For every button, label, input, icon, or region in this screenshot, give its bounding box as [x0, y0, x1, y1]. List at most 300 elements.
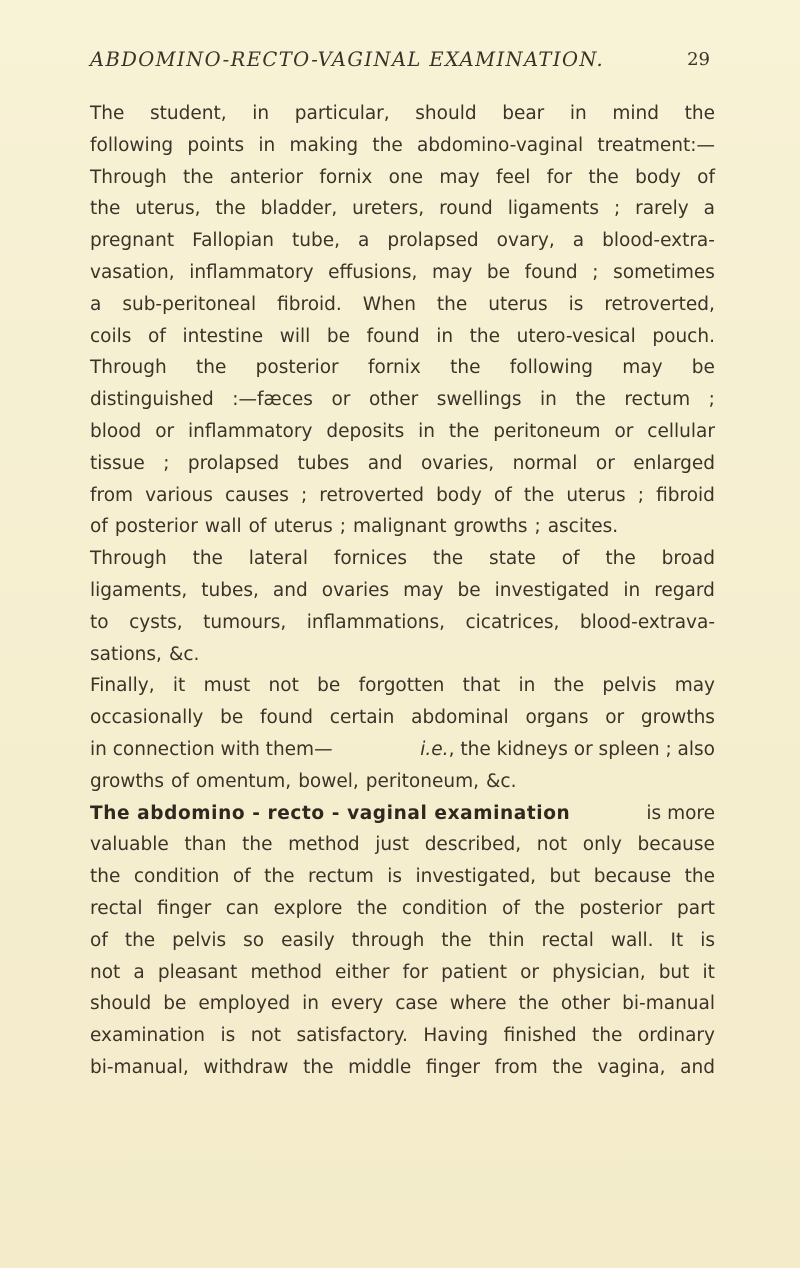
word: student, [150, 103, 227, 124]
paragraph-2 [90, 352, 715, 543]
word: uterus, [135, 198, 201, 220]
word: body [635, 166, 681, 188]
word: examination [90, 1025, 206, 1047]
word: vasation, [90, 261, 175, 283]
word: to [90, 611, 109, 633]
word: found [260, 707, 314, 729]
word: method [288, 834, 360, 856]
word: cicatrices, [465, 611, 560, 633]
word: in [569, 103, 587, 124]
word: occasionally [90, 707, 204, 729]
word: rectal [90, 897, 143, 919]
word: ; [534, 516, 541, 538]
text-line [90, 162, 715, 194]
word: abdomino-vaginal [416, 134, 584, 156]
word: pleasant [157, 961, 238, 983]
text-line [90, 607, 715, 639]
word: but [658, 961, 690, 983]
word: ; [613, 198, 621, 220]
word: growths [640, 707, 715, 729]
word: a [572, 230, 585, 252]
word: the [552, 1056, 583, 1078]
word: condition [401, 897, 488, 919]
word: various [145, 484, 213, 506]
word: is [220, 1025, 236, 1047]
word: of [561, 548, 580, 570]
word: posterior [114, 516, 198, 538]
word: the [356, 897, 388, 919]
text-line [90, 416, 715, 448]
word: the [372, 134, 403, 156]
word: rectum [624, 389, 691, 411]
running-head: ABDOMINO-RECTO-VAGINAL EXAMINATION. [90, 48, 605, 71]
word: swellings [436, 389, 522, 411]
word: pouch. [652, 325, 715, 347]
word: easily [281, 929, 335, 951]
word: be [486, 261, 511, 283]
word: and [680, 1056, 715, 1078]
word: of [493, 484, 512, 506]
word: the [436, 293, 468, 315]
word: other [560, 993, 611, 1015]
word: is [387, 866, 403, 888]
word: is [700, 929, 715, 951]
word: feel [495, 166, 531, 188]
page-header [90, 48, 710, 80]
word: of [697, 166, 715, 188]
word: ovary, [496, 230, 555, 252]
text-fragment: is more [646, 802, 715, 824]
word: body [436, 484, 482, 506]
word: so [243, 929, 265, 951]
word: ureters, [352, 198, 425, 220]
word: particular, [294, 103, 390, 124]
word: bi-manual [622, 993, 715, 1015]
word: case [395, 993, 438, 1015]
word: the [575, 389, 606, 411]
word: It [670, 929, 684, 951]
word: normal [512, 452, 578, 474]
word: in [540, 389, 557, 411]
word: uterus [566, 484, 626, 506]
word: retroverted, [604, 293, 715, 315]
word: pelvis [602, 675, 657, 697]
word: the [441, 929, 472, 951]
text-line [90, 1020, 715, 1052]
word: in [518, 675, 536, 697]
word: can [225, 897, 259, 919]
word: either [335, 961, 390, 983]
text-line [90, 98, 715, 130]
word: for [546, 166, 573, 188]
word: the [303, 1056, 334, 1078]
word: tissue [90, 452, 145, 474]
word: Through [90, 548, 167, 570]
word: or [331, 389, 351, 411]
word: but [549, 866, 581, 888]
word: or [595, 452, 615, 474]
word: fornix [367, 357, 421, 379]
word: rectum [308, 866, 374, 888]
word: the [264, 866, 295, 888]
paragraph-4 [90, 670, 715, 797]
word: finished [503, 1025, 577, 1047]
word: the [684, 103, 715, 124]
word: bear [502, 103, 545, 124]
text-line [90, 861, 715, 893]
text-line [90, 321, 715, 353]
word: found [366, 325, 420, 347]
word: growths [453, 516, 528, 538]
text-line [90, 384, 715, 416]
word: for [402, 961, 429, 983]
word: is [568, 293, 584, 315]
word: withdraw [203, 1056, 289, 1078]
word: of [148, 325, 166, 347]
word: peritoneum [493, 420, 601, 442]
word: broad [661, 548, 715, 570]
word: be [317, 675, 341, 697]
text-line [90, 670, 715, 702]
word: When [362, 293, 416, 315]
word: employed [198, 993, 291, 1015]
text-line [90, 289, 715, 321]
word: just [375, 834, 410, 856]
word: the [448, 420, 480, 442]
word: in [258, 134, 276, 156]
word: ; [708, 389, 715, 411]
word: intestine [182, 325, 264, 347]
text-line [90, 893, 715, 925]
text-line [90, 193, 715, 225]
word: described, [424, 834, 522, 856]
word: should [415, 103, 477, 124]
word: tumours, [203, 611, 287, 633]
word: or [605, 707, 625, 729]
word: the [534, 897, 565, 919]
word: inflammations, [306, 611, 445, 633]
word: ordinary [637, 1025, 715, 1047]
word: or [520, 961, 540, 983]
word: abdominal [411, 707, 509, 729]
word: and [367, 452, 403, 474]
text-line [90, 480, 715, 512]
word: in [623, 579, 641, 601]
word: in [302, 993, 319, 1015]
word: should [90, 993, 152, 1015]
word: certain [329, 707, 395, 729]
word: blood-extra- [602, 230, 715, 252]
text-line [90, 352, 715, 384]
word: rarely [635, 198, 689, 220]
word: not [90, 961, 121, 983]
word: causes [224, 484, 289, 506]
word: points [187, 134, 245, 156]
word: or [155, 420, 175, 442]
word: will [279, 325, 311, 347]
text-line [90, 448, 715, 480]
word: the [605, 548, 636, 570]
text-line-lead [90, 798, 715, 830]
word: the [124, 929, 156, 951]
word: ; [592, 261, 599, 283]
text-line [90, 766, 715, 798]
word: wall [204, 516, 242, 538]
word: fibroid [656, 484, 715, 506]
paragraph-3 [90, 543, 715, 670]
word: bowel, [298, 770, 359, 792]
word: rectal [541, 929, 594, 951]
word: from [90, 484, 134, 506]
word: wall. [610, 929, 654, 951]
word: &c. [485, 770, 517, 792]
word: finger [157, 897, 212, 919]
word: be [691, 357, 715, 379]
paragraph-1 [90, 98, 715, 352]
text-line [90, 702, 715, 734]
word: coils [90, 325, 132, 347]
text-fragment: , the kidneys or spleen ; also [448, 738, 715, 760]
word: the [215, 198, 246, 220]
word: posterior [579, 897, 663, 919]
word: may [403, 579, 444, 601]
word: may [622, 357, 663, 379]
word: patient [441, 961, 508, 983]
word: organs [525, 707, 589, 729]
word: of [171, 770, 189, 792]
word: the [518, 993, 549, 1015]
word: a [133, 961, 145, 983]
word: condition [133, 866, 220, 888]
body-text [90, 98, 715, 1084]
word: forgotten [358, 675, 445, 697]
word: than [184, 834, 227, 856]
word: pregnant [90, 230, 175, 252]
word: of [232, 866, 251, 888]
word: not [268, 675, 299, 697]
word: sub-peritoneal [122, 293, 257, 315]
page-number: 29 [687, 49, 710, 70]
word: the [242, 834, 273, 856]
word: middle [348, 1056, 412, 1078]
word: not [536, 834, 568, 856]
word: prolapsed [387, 230, 479, 252]
word: in [418, 420, 435, 442]
word: or [614, 420, 634, 442]
word: deposits [326, 420, 405, 442]
word: the [432, 548, 464, 570]
word: pelvis [172, 929, 227, 951]
text-line [90, 257, 715, 289]
word: Fallopian [192, 230, 274, 252]
word: because [637, 834, 715, 856]
word: the [469, 325, 501, 347]
word: it [172, 675, 186, 697]
word: physician, [552, 961, 646, 983]
word: sations, [90, 643, 162, 665]
word: the [588, 166, 619, 188]
word: Having [423, 1025, 489, 1047]
word: other [368, 389, 419, 411]
word: :—fæces [232, 389, 313, 411]
word: fornices [333, 548, 407, 570]
word: tube, [292, 230, 340, 252]
word: of [502, 897, 520, 919]
word: malignant [353, 516, 447, 538]
word: &c. [168, 643, 200, 665]
word: the [90, 866, 121, 888]
word: fornix [319, 166, 373, 188]
word: found [524, 261, 578, 283]
word: uterus [488, 293, 548, 315]
italic-abbrev: i.e. [420, 738, 449, 760]
word: utero-vesical [516, 325, 636, 347]
word: the [592, 1025, 623, 1047]
word: that [462, 675, 501, 697]
word: ligaments, [90, 579, 188, 601]
word: method [250, 961, 322, 983]
word: regard [654, 579, 715, 601]
text-line [90, 225, 715, 257]
word: be [220, 707, 244, 729]
text-line [90, 925, 715, 957]
text-line [90, 1052, 715, 1084]
word: be [457, 579, 481, 601]
word: and [272, 579, 308, 601]
paragraph-5 [90, 798, 715, 1084]
word: may [431, 261, 473, 283]
word: fibroid. [277, 293, 342, 315]
word: ligaments [507, 198, 600, 220]
text-line [90, 639, 715, 671]
word: investigated [494, 579, 610, 601]
word: treatment:— [597, 134, 715, 156]
word: investigated, [415, 866, 537, 888]
word: bladder, [260, 198, 338, 220]
word: state [489, 548, 536, 570]
word: of [90, 516, 108, 538]
word: ; [300, 484, 308, 506]
word: bi-manual, [90, 1056, 189, 1078]
word: retroverted [319, 484, 424, 506]
word: following [90, 134, 174, 156]
text-fragment: in connection with them— [90, 738, 333, 760]
word: ascites. [547, 516, 619, 538]
word: where [449, 993, 507, 1015]
text-line [90, 957, 715, 989]
word: one [388, 166, 424, 188]
word: part [676, 897, 715, 919]
word: Through [90, 357, 167, 379]
word: ; [163, 452, 170, 474]
word: it [702, 961, 715, 983]
word: the [523, 484, 555, 506]
word: cellular [647, 420, 715, 442]
word: because [593, 866, 672, 888]
word: tubes, [201, 579, 259, 601]
text-line [90, 511, 715, 543]
word: blood-extrava- [579, 611, 715, 633]
word: the [684, 866, 715, 888]
word: a [703, 198, 715, 220]
word: finger [425, 1056, 481, 1078]
word: uterus [273, 516, 333, 538]
word: satisfactory. [296, 1025, 408, 1047]
word: cysts, [129, 611, 183, 633]
word: posterior [255, 357, 339, 379]
word: the [192, 548, 223, 570]
word: mind [612, 103, 660, 124]
word: of [248, 516, 267, 538]
word: inflammatory [189, 261, 314, 283]
word: must [203, 675, 251, 697]
word: sometimes [613, 261, 715, 283]
word: effusions, [328, 261, 418, 283]
text-fragment [420, 734, 715, 766]
word: tubes [297, 452, 350, 474]
word: explore [273, 897, 343, 919]
word: inflammatory [188, 420, 313, 442]
word: the [183, 166, 214, 188]
word: prolapsed [187, 452, 280, 474]
word: the [553, 675, 585, 697]
word: following [509, 357, 593, 379]
word: through [351, 929, 425, 951]
word: ; [339, 516, 347, 538]
text-line [90, 130, 715, 162]
word: ovaries [321, 579, 390, 601]
word: every [330, 993, 384, 1015]
word: may [674, 675, 715, 697]
word: ; [637, 484, 644, 506]
bold-lead-phrase: The abdomino - recto - vaginal examination [90, 802, 571, 824]
text-line [90, 988, 715, 1020]
word: valuable [90, 834, 169, 856]
word: omentum, [195, 770, 292, 792]
word: in [436, 325, 454, 347]
word: The [90, 103, 125, 124]
word: lateral [248, 548, 308, 570]
word: growths [90, 770, 165, 792]
text-line-mixed [90, 734, 715, 766]
word: be [163, 993, 187, 1015]
word: a [358, 230, 370, 252]
word: a [90, 293, 102, 315]
word: Finally, [90, 675, 155, 697]
word: from [494, 1056, 538, 1078]
text-line [90, 543, 715, 575]
word: vagina, [597, 1056, 666, 1078]
word: thin [488, 929, 525, 951]
word: be [326, 325, 350, 347]
word: in [252, 103, 270, 124]
word: making [289, 134, 359, 156]
word: distinguished [90, 389, 214, 411]
word: enlarged [633, 452, 715, 474]
word: of [90, 929, 108, 951]
word: only [582, 834, 622, 856]
word: anterior [229, 166, 304, 188]
word: the [90, 198, 121, 220]
word: the [196, 357, 227, 379]
word: may [439, 166, 480, 188]
text-line [90, 575, 715, 607]
text-line [90, 829, 715, 861]
word: blood [90, 420, 142, 442]
word: ovaries, [420, 452, 495, 474]
word: peritoneum, [365, 770, 479, 792]
word: round [439, 198, 493, 220]
